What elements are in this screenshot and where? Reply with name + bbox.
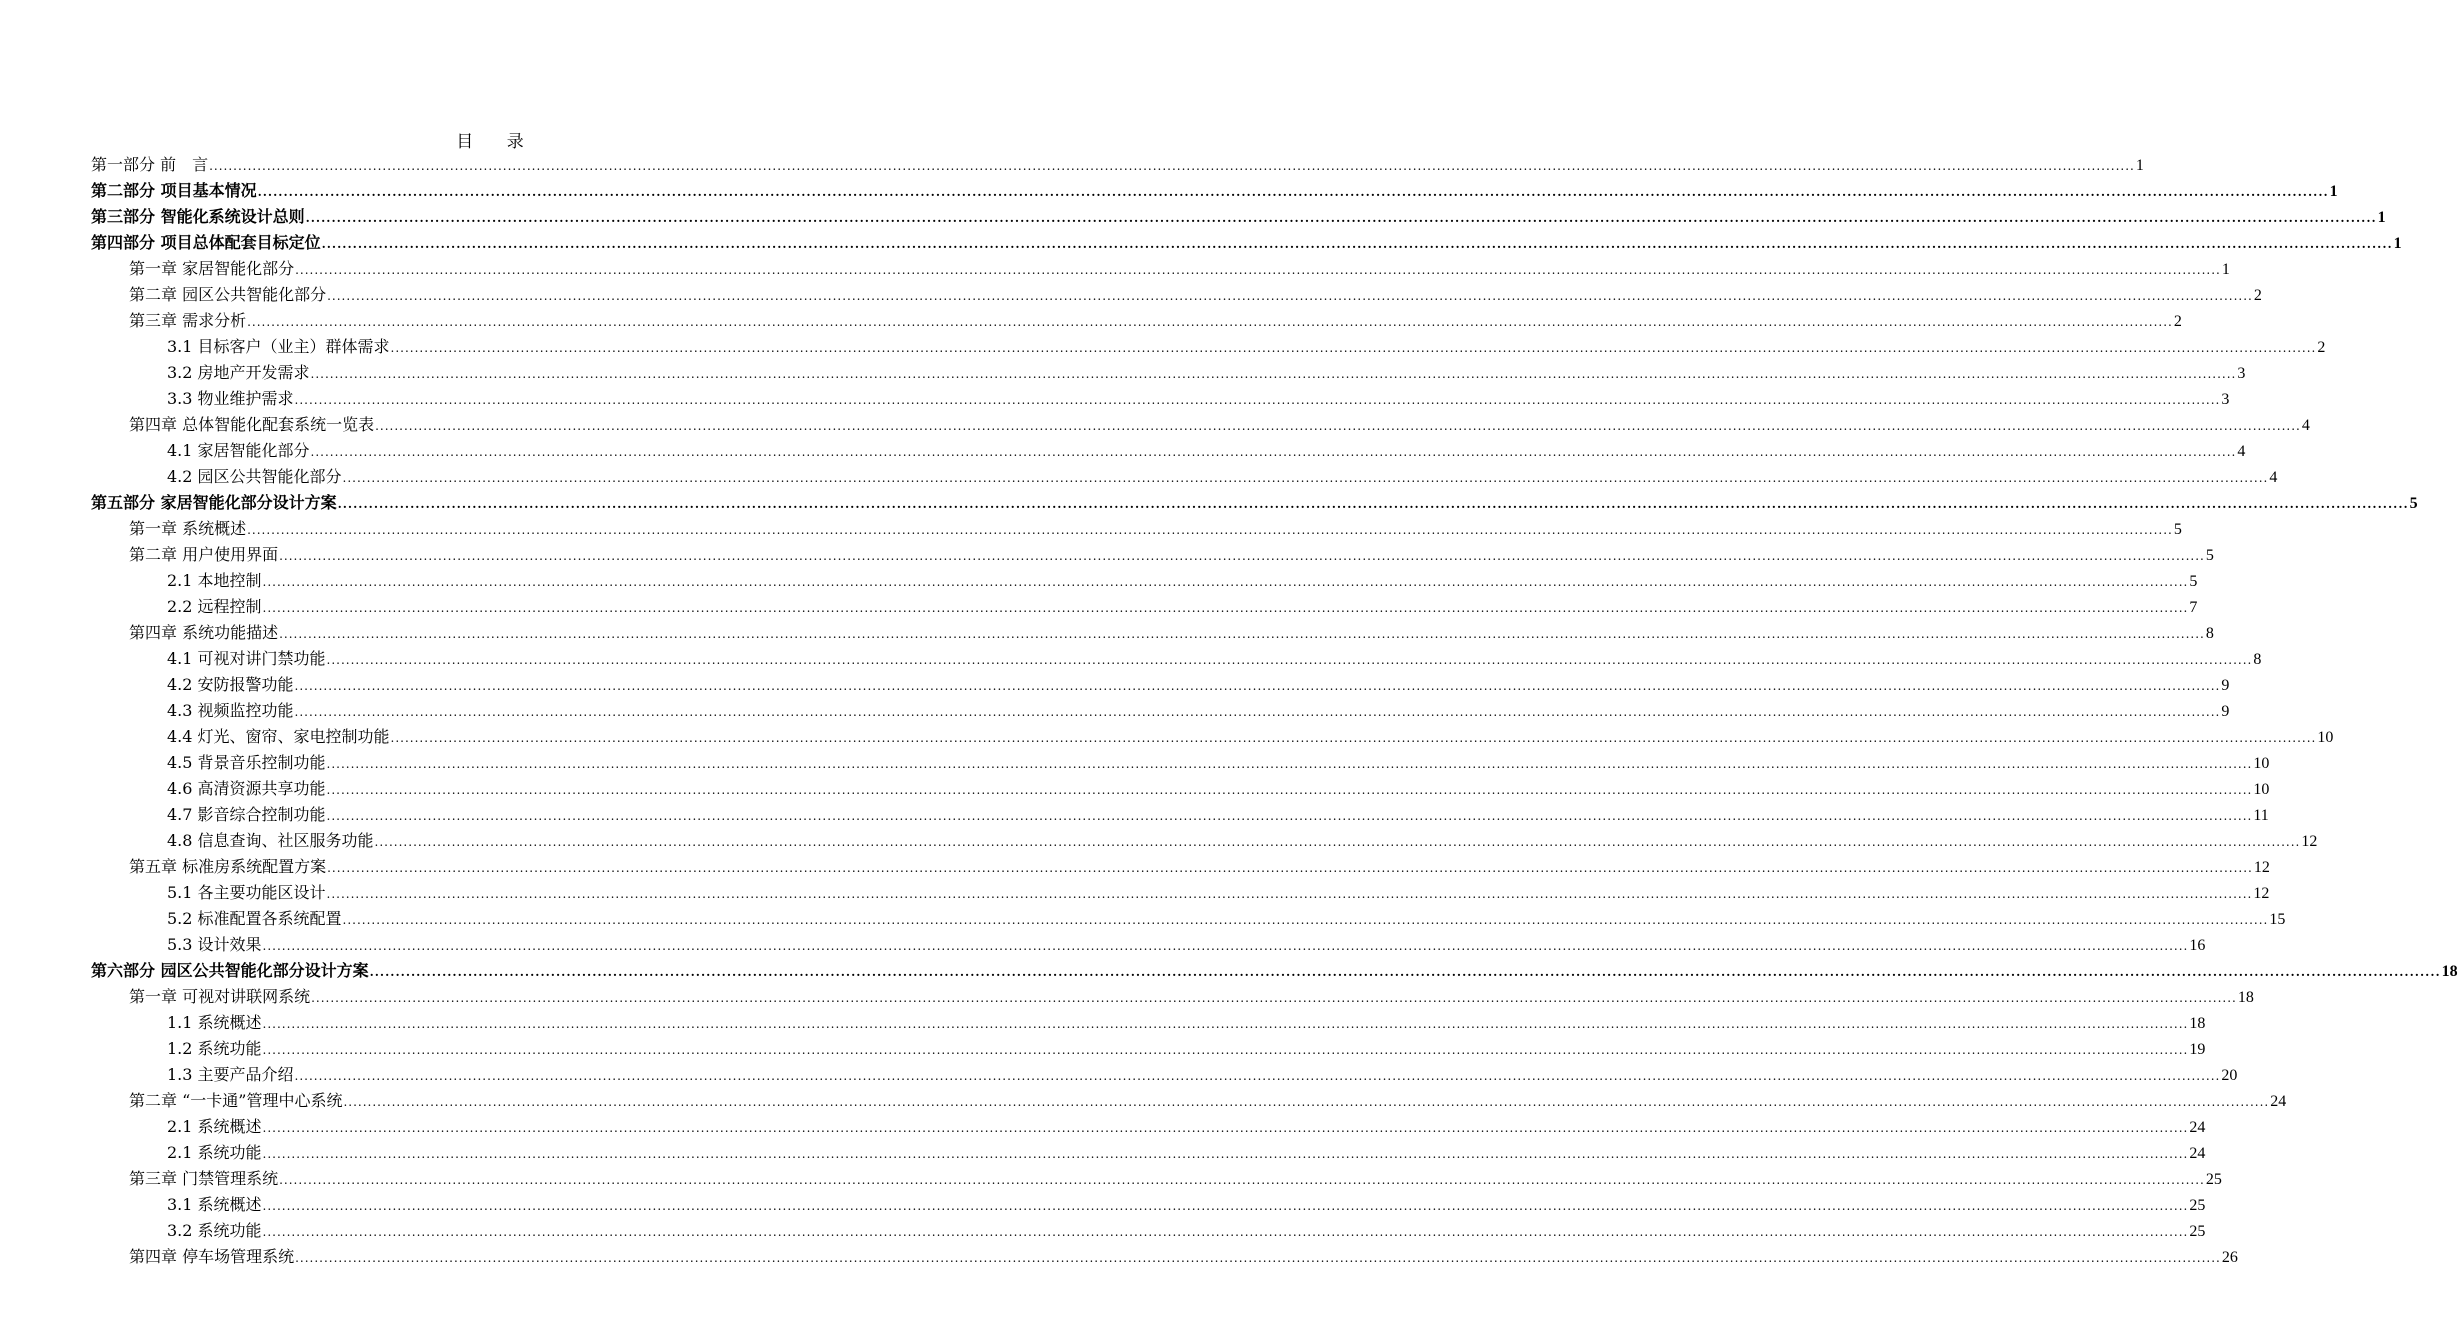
toc-entry[interactable] — [91, 204, 2386, 230]
toc-entry-text: 4.1 可视对讲门禁功能 — [167, 649, 326, 668]
toc-page-number: 1 — [2329, 183, 2338, 200]
toc-dot-leader: ................................................................................................................................................................................................................................................................................................................................................................................................................ — [327, 289, 2253, 303]
toc-dot-leader: ................................................................................................................................................................................................................................................................................................................................................................................................................ — [321, 237, 2393, 251]
toc-dot-leader: ................................................................................................................................................................................................................................................................................................................................................................................................................ — [294, 679, 2221, 693]
toc-entry-text: 2.2 远程控制 — [167, 597, 262, 616]
toc-dot-leader: ................................................................................................................................................................................................................................................................................................................................................................................................................ — [310, 445, 2237, 459]
toc-dot-leader: ................................................................................................................................................................................................................................................................................................................................................................................................................ — [342, 913, 2269, 927]
toc-entry-text: 第四章 系统功能描述 — [129, 623, 279, 642]
toc-dot-leader: ................................................................................................................................................................................................................................................................................................................................................................................................................ — [326, 783, 2253, 797]
toc-entry[interactable] — [91, 1192, 2206, 1218]
toc-page-number: 16 — [2189, 937, 2206, 954]
toc-entry-text: 5.3 设计效果 — [167, 935, 262, 954]
toc-page-number: 26 — [2221, 1249, 2238, 1266]
toc-entry[interactable] — [91, 334, 2326, 360]
toc-dot-leader: ................................................................................................................................................................................................................................................................................................................................................................................................................ — [337, 497, 2409, 511]
toc-page-number: 25 — [2189, 1223, 2206, 1240]
toc-page-number: 24 — [2189, 1119, 2206, 1136]
toc-entry-text: 第五章 标准房系统配置方案 — [129, 857, 327, 876]
toc-entry[interactable] — [91, 1088, 2287, 1114]
toc-dot-leader: ................................................................................................................................................................................................................................................................................................................................................................................................................ — [326, 887, 2253, 901]
toc-entry-text: 3.1 系统概述 — [167, 1195, 262, 1214]
toc-dot-leader: ................................................................................................................................................................................................................................................................................................................................................................................................................ — [326, 809, 2253, 823]
toc-page-number: 3 — [2221, 391, 2230, 408]
toc-entry-text: 4.7 影音综合控制功能 — [167, 805, 326, 824]
toc-page-number: 7 — [2189, 599, 2198, 616]
toc-entry[interactable] — [91, 724, 2334, 750]
toc-dot-leader: ................................................................................................................................................................................................................................................................................................................................................................................................................ — [374, 835, 2301, 849]
toc-page-number: 11 — [2253, 807, 2269, 824]
toc-dot-leader: ................................................................................................................................................................................................................................................................................................................................................................................................................ — [262, 1121, 2189, 1135]
toc-entry[interactable] — [91, 1062, 2238, 1088]
toc-page-number: 9 — [2221, 703, 2230, 720]
toc-entry-text: 4.2 安防报警功能 — [167, 675, 294, 694]
toc-entry-text: 5.2 标准配置各系统配置 — [167, 909, 342, 928]
toc-dot-leader: ................................................................................................................................................................................................................................................................................................................................................................................................................ — [305, 211, 2377, 225]
toc-entry[interactable] — [91, 750, 2270, 776]
toc-entry-text: 第一部分 前 言 — [91, 155, 209, 174]
toc-page-number: 9 — [2221, 677, 2230, 694]
toc-page-number: 8 — [2205, 625, 2214, 642]
toc-entry-text: 4.2 园区公共智能化部分 — [167, 467, 342, 486]
toc-page-number: 25 — [2205, 1171, 2222, 1188]
toc-entry-text: 第一章 家居智能化部分 — [129, 259, 295, 278]
toc-page-number: 19 — [2189, 1041, 2206, 1058]
toc-dot-leader: ................................................................................................................................................................................................................................................................................................................................................................................................................ — [294, 705, 2221, 719]
toc-page-number: 12 — [2301, 833, 2318, 850]
toc-entry-text: 2.1 系统概述 — [167, 1117, 262, 1136]
toc-entry-text: 第四部分 项目总体配套目标定位 — [91, 233, 321, 252]
toc-entry[interactable] — [91, 464, 2278, 490]
toc-entry-text: 4.5 背景音乐控制功能 — [167, 753, 326, 772]
toc-page-number: 5 — [2409, 495, 2418, 512]
toc-page-number: 1 — [2393, 235, 2402, 252]
toc-dot-leader: ................................................................................................................................................................................................................................................................................................................................................................................................................ — [390, 731, 2317, 745]
toc-page-number: 1 — [2135, 157, 2144, 174]
toc-entry-text: 2.1 本地控制 — [167, 571, 262, 590]
toc-entry[interactable] — [91, 1036, 2206, 1062]
toc-page-number: 24 — [2270, 1093, 2287, 1110]
toc-dot-leader: ................................................................................................................................................................................................................................................................................................................................................................................................................ — [375, 419, 2301, 433]
toc-page-number: 10 — [2253, 755, 2270, 772]
toc-entry-text: 1.1 系统概述 — [167, 1013, 262, 1032]
toc-entry[interactable] — [91, 854, 2270, 880]
toc-dot-leader: ................................................................................................................................................................................................................................................................................................................................................................................................................ — [326, 757, 2253, 771]
toc-entry[interactable] — [91, 256, 2230, 282]
toc-page-number: 2 — [2317, 339, 2326, 356]
toc-entry-text: 3.3 物业维护需求 — [167, 389, 294, 408]
toc-entry-text: 3.1 目标客户（业主）群体需求 — [167, 337, 390, 356]
toc-dot-leader: ................................................................................................................................................................................................................................................................................................................................................................................................................ — [326, 653, 2253, 667]
toc-dot-leader: ................................................................................................................................................................................................................................................................................................................................................................................................................ — [209, 159, 2135, 173]
toc-entry[interactable] — [91, 1140, 2206, 1166]
toc-entry[interactable] — [91, 776, 2270, 802]
toc-page-number: 5 — [2189, 573, 2198, 590]
toc-dot-leader: ................................................................................................................................................................................................................................................................................................................................................................................................................ — [310, 367, 2237, 381]
toc-title: 目 录 — [456, 132, 538, 152]
toc-entry-text: 第五部分 家居智能化部分设计方案 — [91, 493, 337, 512]
toc-dot-leader: ................................................................................................................................................................................................................................................................................................................................................................................................................ — [279, 1173, 2205, 1187]
toc-entry[interactable] — [91, 906, 2286, 932]
toc-entry-text: 4.8 信息查询、社区服务功能 — [167, 831, 374, 850]
toc-dot-leader: ................................................................................................................................................................................................................................................................................................................................................................................................................ — [279, 627, 2205, 641]
toc-page-number: 4 — [2237, 443, 2246, 460]
toc-entry[interactable] — [91, 828, 2318, 854]
toc-entry[interactable] — [91, 1114, 2206, 1140]
toc-dot-leader: ................................................................................................................................................................................................................................................................................................................................................................................................................ — [262, 1017, 2189, 1031]
toc-entry[interactable] — [91, 594, 2198, 620]
toc-entry[interactable] — [91, 282, 2262, 308]
toc-entry[interactable] — [91, 1166, 2222, 1192]
toc-page-number: 4 — [2269, 469, 2278, 486]
toc-dot-leader: ................................................................................................................................................................................................................................................................................................................................................................................................................ — [343, 1095, 2270, 1109]
toc-entry-text: 第二章 “一卡通”管理中心系统 — [129, 1091, 343, 1110]
toc-page-number: 18 — [2237, 989, 2254, 1006]
toc-entry[interactable] — [91, 516, 2182, 542]
toc-page-number: 12 — [2253, 885, 2270, 902]
toc-entry[interactable] — [91, 178, 2338, 204]
toc-entry-text: 第一章 可视对讲联网系统 — [129, 987, 311, 1006]
toc-entry[interactable] — [91, 672, 2230, 698]
toc-page-number: 10 — [2253, 781, 2270, 798]
toc-entry[interactable] — [91, 308, 2182, 334]
toc-entry-text: 5.1 各主要功能区设计 — [167, 883, 326, 902]
toc-dot-leader: ................................................................................................................................................................................................................................................................................................................................................................................................................ — [294, 1069, 2221, 1083]
toc-page-number: 24 — [2189, 1145, 2206, 1162]
toc-entry[interactable] — [91, 152, 2144, 178]
toc-entry-text: 2.1 系统功能 — [167, 1143, 262, 1162]
toc-dot-leader: ................................................................................................................................................................................................................................................................................................................................................................................................................ — [262, 575, 2189, 589]
toc-entry-text: 第四章 总体智能化配套系统一览表 — [129, 415, 375, 434]
toc-dot-leader: ................................................................................................................................................................................................................................................................................................................................................................................................................ — [262, 1043, 2189, 1057]
toc-dot-leader: ................................................................................................................................................................................................................................................................................................................................................................................................................ — [257, 185, 2329, 199]
toc-entry[interactable] — [91, 1244, 2238, 1270]
toc-entry[interactable] — [91, 646, 2262, 672]
toc-entry-text: 第一章 系统概述 — [129, 519, 247, 538]
toc-page-number: 10 — [2317, 729, 2334, 746]
toc-page-number: 3 — [2237, 365, 2246, 382]
toc-dot-leader: ................................................................................................................................................................................................................................................................................................................................................................................................................ — [247, 315, 2173, 329]
toc-dot-leader: ................................................................................................................................................................................................................................................................................................................................................................................................................ — [262, 1147, 2189, 1161]
toc-entry[interactable] — [91, 386, 2230, 412]
toc-page-number: 8 — [2253, 651, 2262, 668]
toc-page-number: 15 — [2269, 911, 2286, 928]
toc-dot-leader: ................................................................................................................................................................................................................................................................................................................................................................................................................ — [262, 939, 2189, 953]
toc-page-number: 5 — [2205, 547, 2214, 564]
toc-entry-text: 4.3 视频监控功能 — [167, 701, 294, 720]
toc-entry-text: 第三章 需求分析 — [129, 311, 247, 330]
toc-entry[interactable] — [91, 620, 2214, 646]
toc-entry-text: 1.2 系统功能 — [167, 1039, 262, 1058]
toc-dot-leader: ................................................................................................................................................................................................................................................................................................................................................................................................................ — [311, 991, 2237, 1005]
toc-entry-text: 4.6 高清资源共享功能 — [167, 779, 326, 798]
toc-entry[interactable] — [91, 698, 2230, 724]
toc-dot-leader: ................................................................................................................................................................................................................................................................................................................................................................................................................ — [247, 523, 2173, 537]
toc-dot-leader: ................................................................................................................................................................................................................................................................................................................................................................................................................ — [342, 471, 2269, 485]
toc-page-number: 1 — [2221, 261, 2230, 278]
toc-page-number: 12 — [2253, 859, 2270, 876]
toc-page-number: 18 — [2441, 963, 2458, 980]
toc-entry[interactable] — [91, 542, 2214, 568]
toc-entry-text: 4.4 灯光、窗帘、家电控制功能 — [167, 727, 390, 746]
toc-dot-leader: ................................................................................................................................................................................................................................................................................................................................................................................................................ — [390, 341, 2317, 355]
toc-dot-leader: ................................................................................................................................................................................................................................................................................................................................................................................................................ — [262, 601, 2189, 615]
toc-entry[interactable] — [91, 1218, 2206, 1244]
toc-entry-text: 第三部分 智能化系统设计总则 — [91, 207, 305, 226]
toc-page-number: 4 — [2301, 417, 2310, 434]
toc-dot-leader: ................................................................................................................................................................................................................................................................................................................................................................................................................ — [295, 1251, 2221, 1265]
toc-entry[interactable] — [91, 958, 2458, 984]
toc-page-number: 20 — [2221, 1067, 2238, 1084]
toc-page-number: 2 — [2173, 313, 2182, 330]
toc-entry-text: 第三章 门禁管理系统 — [129, 1169, 279, 1188]
toc-page-number: 2 — [2253, 287, 2262, 304]
toc-dot-leader: ................................................................................................................................................................................................................................................................................................................................................................................................................ — [295, 263, 2221, 277]
toc-entry[interactable] — [91, 932, 2206, 958]
toc-dot-leader: ................................................................................................................................................................................................................................................................................................................................................................................................................ — [327, 861, 2253, 875]
toc-entry[interactable] — [91, 568, 2198, 594]
toc-dot-leader: ................................................................................................................................................................................................................................................................................................................................................................................................................ — [294, 393, 2221, 407]
toc-entry-text: 第二部分 项目基本情况 — [91, 181, 257, 200]
toc-dot-leader: ................................................................................................................................................................................................................................................................................................................................................................................................................ — [262, 1199, 2189, 1213]
toc-entry[interactable] — [91, 412, 2310, 438]
toc-entry-text: 3.2 系统功能 — [167, 1221, 262, 1240]
toc-entry-text: 1.3 主要产品介绍 — [167, 1065, 294, 1084]
toc-entry[interactable] — [91, 880, 2270, 906]
toc-entry[interactable] — [91, 802, 2269, 828]
toc-page-number: 5 — [2173, 521, 2182, 538]
toc-entry[interactable] — [91, 230, 2402, 256]
toc-list — [91, 152, 2458, 1270]
toc-entry-text: 第二章 园区公共智能化部分 — [129, 285, 327, 304]
toc-entry-text: 第二章 用户使用界面 — [129, 545, 279, 564]
toc-entry[interactable] — [91, 490, 2418, 516]
toc-entry[interactable] — [91, 1010, 2206, 1036]
toc-entry[interactable] — [91, 438, 2246, 464]
toc-page-number: 25 — [2189, 1197, 2206, 1214]
toc-entry[interactable] — [91, 360, 2246, 386]
toc-entry[interactable] — [91, 984, 2254, 1010]
toc-entry-text: 第四章 停车场管理系统 — [129, 1247, 295, 1266]
toc-dot-leader: ................................................................................................................................................................................................................................................................................................................................................................................................................ — [369, 965, 2441, 979]
toc-entry-text: 4.1 家居智能化部分 — [167, 441, 310, 460]
toc-entry-text: 3.2 房地产开发需求 — [167, 363, 310, 382]
toc-page-number: 18 — [2189, 1015, 2206, 1032]
toc-dot-leader: ................................................................................................................................................................................................................................................................................................................................................................................................................ — [262, 1225, 2189, 1239]
toc-entry-text: 第六部分 园区公共智能化部分设计方案 — [91, 961, 369, 980]
toc-page-number: 1 — [2377, 209, 2386, 226]
toc-dot-leader: ................................................................................................................................................................................................................................................................................................................................................................................................................ — [279, 549, 2205, 563]
